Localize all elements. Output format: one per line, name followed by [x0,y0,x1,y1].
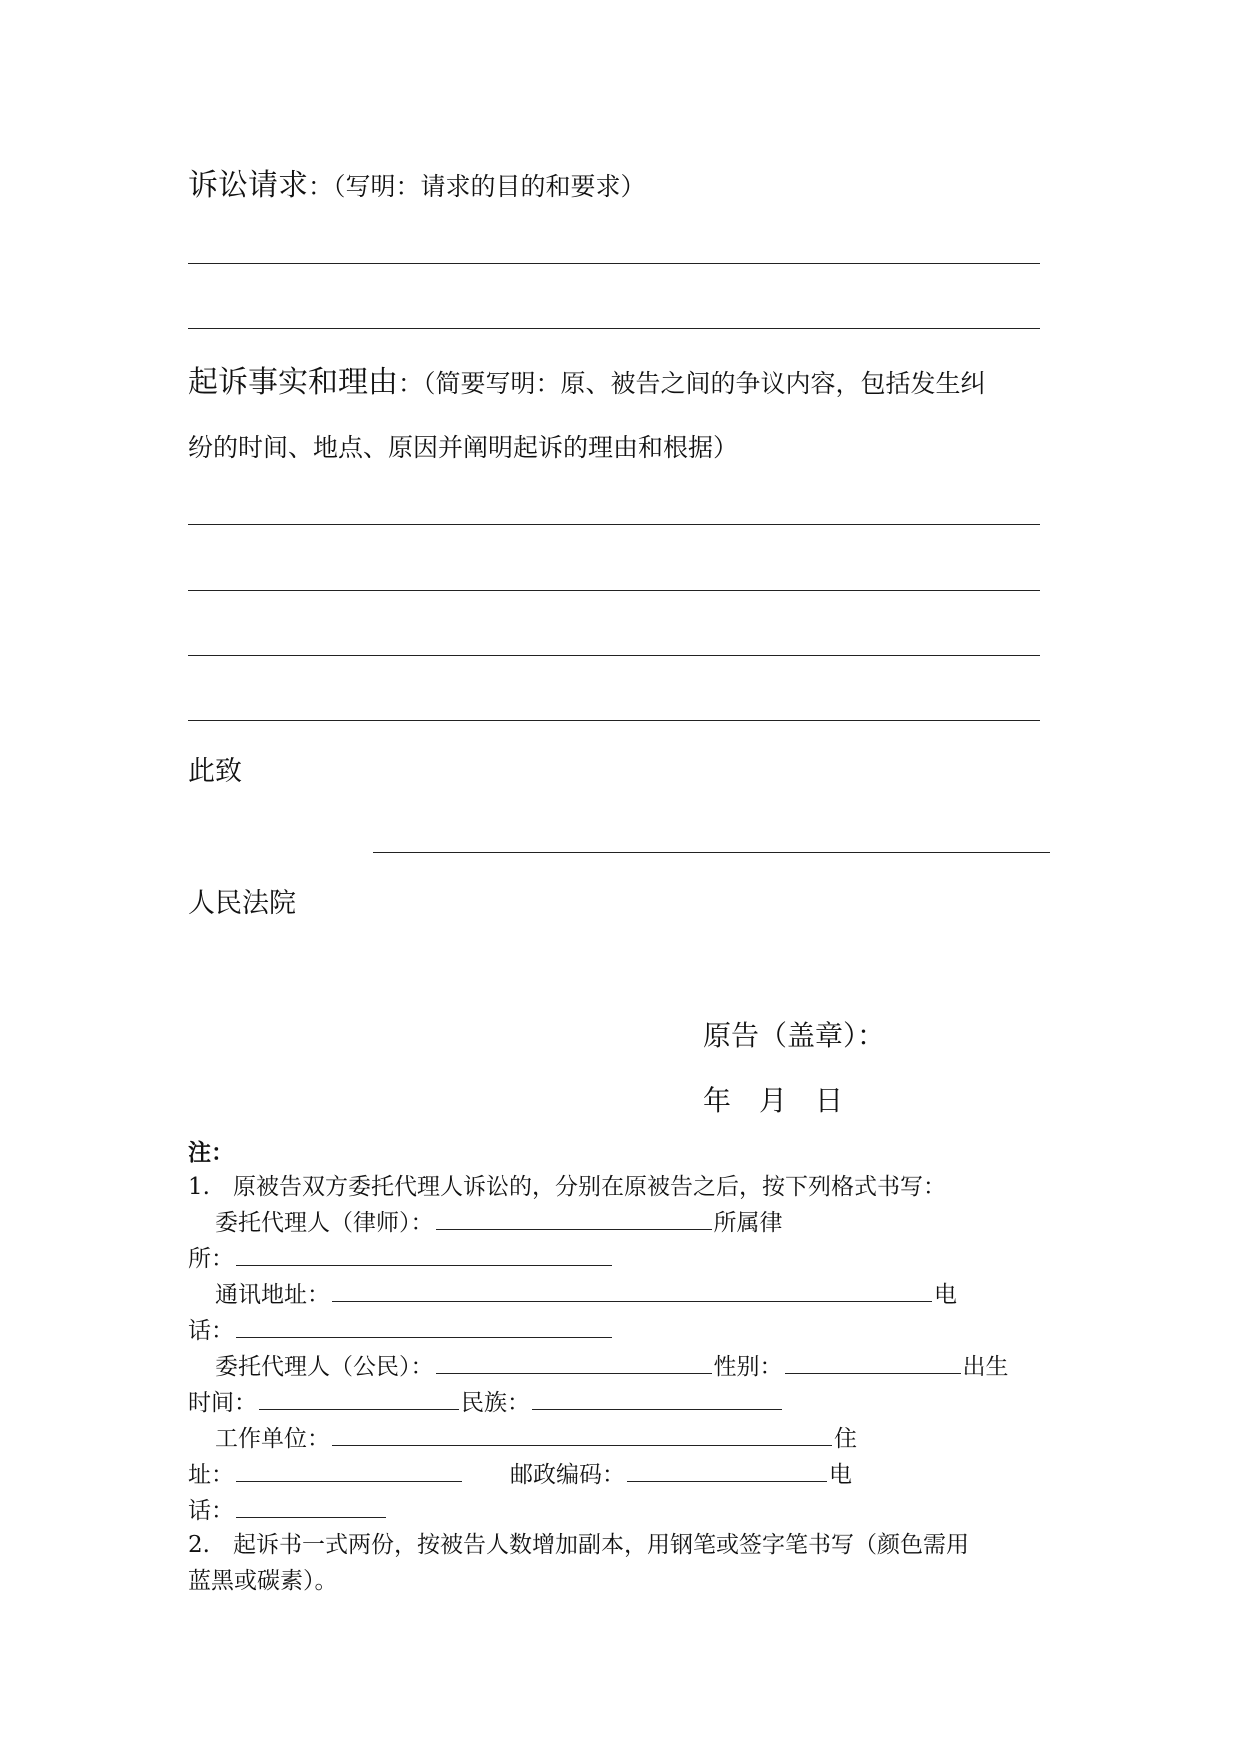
facts-instruction-line1: （简要写明：原、被告之间的争议内容，包括发生纠 [423,369,986,398]
note-agent-lawyer-line [215,1207,783,1238]
phone1-label-b: 话： [188,1318,234,1344]
facts-colon: ： [398,369,424,398]
ethnicity-blank[interactable] [532,1387,782,1410]
birth-blank[interactable] [259,1387,459,1410]
agent-citizen-blank[interactable] [436,1351,712,1374]
law-firm-label-a: 所属律 [713,1210,783,1236]
note-item-1: 1. 原被告双方委托代理人诉讼的，分别在原被告之后，按下列格式书写： [188,1174,946,1200]
note-phone2-line [188,1495,388,1526]
gender-blank[interactable] [785,1351,961,1374]
claims-blank-line-1[interactable] [188,263,1040,264]
residence-blank[interactable] [236,1459,462,1482]
residence-label-a: 住 [834,1426,857,1452]
note-law-firm-line [188,1243,614,1274]
note-item-2-line2: 蓝黑或碳素）。 [188,1568,338,1594]
note-item-2-line1: 2. 起诉书一式两份，按被告人数增加副本，用钢笔或签字笔书写（颜色需用 [188,1532,969,1558]
birth-label-b: 时间： [188,1390,257,1416]
note-phone1-line [188,1315,614,1346]
law-firm-blank[interactable] [236,1243,612,1266]
employer-blank[interactable] [332,1423,832,1446]
note-address-line [215,1279,957,1310]
agent-lawyer-blank[interactable] [436,1207,712,1230]
note-agent-citizen-line [215,1351,1009,1382]
facts-blank-line-3[interactable] [188,655,1040,656]
law-firm-label-b: 所： [188,1246,234,1272]
notes-heading: 注： [188,1139,234,1166]
note-employer-line [215,1423,857,1454]
address-label: 通讯地址： [215,1282,330,1308]
facts-blank-line-4[interactable] [188,720,1040,721]
ethnicity-label: 民族： [461,1390,530,1416]
phone1-blank[interactable] [236,1315,612,1338]
facts-blank-line-1[interactable] [188,524,1040,525]
claims-blank-line-2[interactable] [188,328,1040,329]
postcode-label: 邮政编码： [510,1462,625,1488]
employer-label: 工作单位： [215,1426,330,1452]
gender-label: 性别： [713,1354,783,1380]
closing-court: 人民法院 [188,888,296,919]
court-name-blank[interactable] [373,852,1050,853]
claims-title: 诉讼请求 [188,168,308,203]
signature-date: 年 月 日 [703,1084,844,1117]
address-blank[interactable] [332,1279,932,1302]
facts-instruction-continued [188,427,738,468]
facts-title: 起诉事实和理由 [188,365,398,400]
plaintiff-seal-label: 原告（盖章）： [703,1019,886,1052]
claims-colon: ： [308,172,334,201]
postcode-blank[interactable] [627,1459,827,1482]
phone1-label-a: 电 [934,1282,957,1308]
claims-heading [188,166,646,207]
phone2-label-b: 话： [188,1498,234,1524]
note-birth-line [188,1387,784,1418]
phone2-blank[interactable] [236,1495,386,1518]
claims-instruction: （写明：请求的目的和要求） [333,172,646,201]
facts-instruction-line2: 纷的时间、地点、原因并阐明起诉的理由和根据） [188,433,739,462]
note-residence-line [188,1459,852,1490]
facts-heading [188,363,986,404]
agent-citizen-label: 委托代理人（公民）： [215,1354,434,1380]
birth-label-a: 出生 [962,1354,1009,1380]
closing-to: 此致 [188,756,242,787]
agent-lawyer-label: 委托代理人（律师）： [215,1210,434,1236]
residence-label-b: 址： [188,1462,234,1488]
phone2-label-a: 电 [829,1462,852,1488]
facts-blank-line-2[interactable] [188,590,1040,591]
